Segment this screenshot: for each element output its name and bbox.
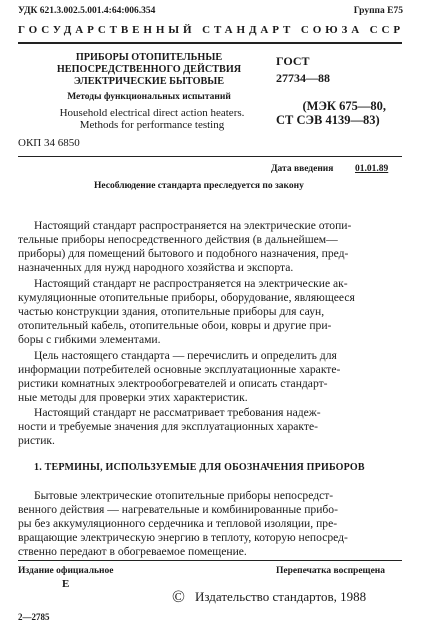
paragraph-line: Настоящий стандарт не рассматривает требования надеж- xyxy=(34,406,321,419)
english-title-line-2: Methods for performance testing xyxy=(79,119,225,131)
effective-date-label: Дата введения xyxy=(271,164,334,174)
paragraph-line: ные методы для проверки этих характеристик. xyxy=(18,391,248,405)
section-1-heading: 1. ТЕРМИНЫ, ИСПОЛЬЗУЕМЫЕ ДЛЯ ОБОЗНАЧЕНИЯ ПРИБОРОВ xyxy=(34,462,365,473)
reprint-prohibited: Перепечатка воспрещена xyxy=(276,566,386,576)
paragraph-line: Настоящий стандарт распространяется на электрические отопи- xyxy=(34,219,352,232)
title-line-1: ПРИБОРЫ ОТОПИТЕЛЬНЫЕ xyxy=(75,52,223,63)
paragraph-1 xyxy=(18,219,402,275)
paragraph-3 xyxy=(18,349,402,405)
paragraph-line: кумуляционные отопительные приборы, оборудование, являющееся xyxy=(18,291,355,305)
methods-subtitle: Методы функциональных испытаний xyxy=(67,92,231,102)
law-warning: Несоблюдение стандарта преследуется по закону xyxy=(94,181,304,191)
iec-reference-1: (МЭК 675—80, xyxy=(302,99,386,113)
official-edition: Издание официальное xyxy=(18,566,114,576)
paragraph-4 xyxy=(18,406,402,448)
title-line-2: НЕПОСРЕДСТВЕННОГО ДЕЙСТВИЯ xyxy=(56,64,242,75)
title-divider xyxy=(18,156,402,157)
iec-reference-2: СТ СЭВ 4139—83) xyxy=(276,113,380,127)
paragraph-line: информации потребителей основные эксплуатационные характе- xyxy=(18,363,341,377)
paragraph-2 xyxy=(18,277,402,347)
paragraph-line: Бытовые электрические отопительные приборы непосредст- xyxy=(34,489,334,502)
copyright-text: Издательство стандартов, 1988 xyxy=(195,589,367,604)
paragraph-line: Настоящий стандарт не распространяется на электрические ак- xyxy=(34,277,348,290)
paragraph-line: тельные приборы непосредственного действия (в дальнейшем— xyxy=(18,233,338,247)
paragraph-line: ственно передают в обогреваемое помещение. xyxy=(18,545,247,559)
paragraph-line: боры с гибкими элементами. xyxy=(18,333,161,347)
header-divider xyxy=(18,42,402,44)
print-code: 2—2785 xyxy=(18,612,50,622)
section-1-paragraph xyxy=(18,489,402,559)
paragraph-line: Цель настоящего стандарта — перечислить и определить для xyxy=(34,349,337,362)
gost-number: 27734—88 xyxy=(276,71,330,85)
english-title-line-1: Household electrical direct action heaters. xyxy=(59,107,245,119)
paragraph-line: приборы) для помещений бытового и подобного назначения, пред- xyxy=(18,247,349,261)
udk-code: УДК 621.3.002.5.001.4:64:006.354 xyxy=(18,6,156,16)
paragraph-line: венного действия — нагревательные и комбинированные прибо- xyxy=(18,503,338,517)
paragraph-line: вращающие электрическую энергию в теплоту, которую непосред- xyxy=(18,531,348,545)
state-standard-banner: ГОСУДАРСТВЕННЫЙ СТАНДАРТ СОЮЗА ССР xyxy=(18,24,404,36)
gost-label: ГОСТ xyxy=(276,54,310,68)
paragraph-line: ристики комнатных электрообогревателей и описать стандарт- xyxy=(18,377,328,391)
okp-code: ОКП 34 6850 xyxy=(18,137,80,149)
footer-divider xyxy=(18,560,402,561)
edition-letter: Е xyxy=(62,578,70,590)
paragraph-line: ристик. xyxy=(18,434,55,448)
paragraph-line: назначенных для нужд народного хозяйства и экспорта. xyxy=(18,261,294,275)
effective-date-value: 01.01.89 xyxy=(355,164,389,174)
title-line-3: ЭЛЕКТРИЧЕСКИЕ БЫТОВЫЕ xyxy=(73,76,225,87)
paragraph-line: ры без аккумуляционного сердечника и тепловой изоляции, пре- xyxy=(18,517,338,531)
copyright-icon: © xyxy=(172,587,185,606)
group-code: Группа Е75 xyxy=(353,6,403,16)
paragraph-line: ности и требуемые значения для эксплуатационных характе- xyxy=(18,420,318,434)
paragraph-line: частью конструкции здания, отопительные приборы для саун, xyxy=(18,305,325,319)
paragraph-line: отопительный кабель, отопительные обои, ковры и другие при- xyxy=(18,319,332,333)
